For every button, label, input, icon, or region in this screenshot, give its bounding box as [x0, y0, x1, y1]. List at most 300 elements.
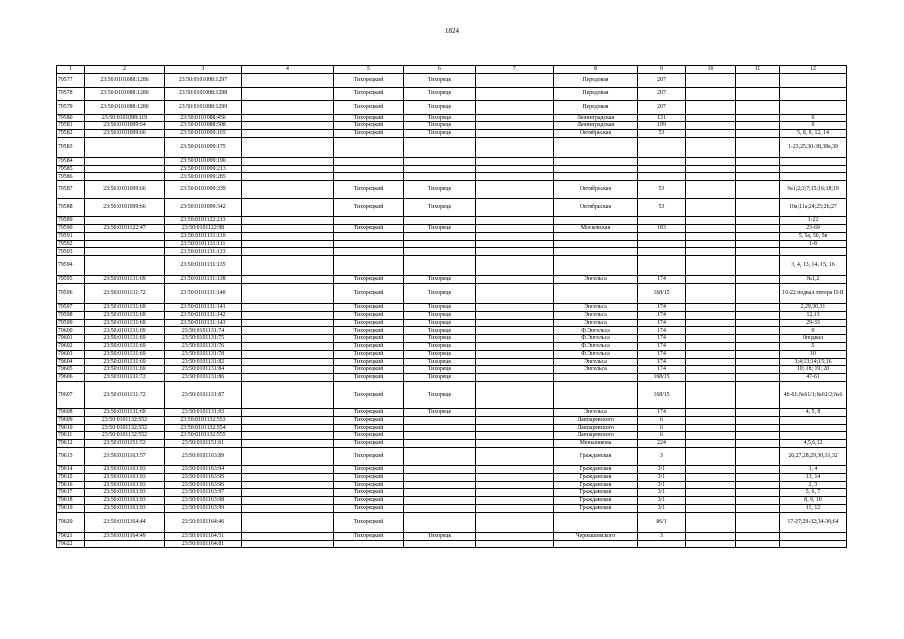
- cadastral-number-cell: 23:50:0101163:89: [165, 448, 242, 466]
- street-cell: Энгельса: [554, 366, 638, 374]
- city-cell: [404, 256, 476, 276]
- cadastral-number-cell: 23:50:0101099:165: [165, 130, 242, 138]
- house-number-cell: 199: [638, 122, 686, 130]
- premises-cell: 0подвал: [780, 335, 847, 343]
- street-cell: Гражданская: [554, 489, 638, 497]
- row-number-cell: 79592: [57, 240, 85, 248]
- col-7-cell: [476, 137, 554, 157]
- street-cell: Энгельса: [554, 276, 638, 284]
- row-number-cell: 79611: [57, 432, 85, 440]
- row-number-cell: 79619: [57, 505, 85, 513]
- district-cell: [334, 217, 404, 225]
- district-cell: Тихорецкий: [334, 424, 404, 432]
- parent-cadastral-number-cell: 23:50:0101131:69: [85, 335, 165, 343]
- district-cell: Тихорецкий: [334, 181, 404, 199]
- city-cell: Тихорецк: [404, 374, 476, 382]
- district-cell: Тихорецкий: [334, 358, 404, 366]
- parent-cadastral-number-cell: 23:50:0101131:69: [85, 304, 165, 312]
- district-cell: [334, 157, 404, 165]
- table-row: [57, 137, 847, 157]
- col-7-cell: [476, 240, 554, 248]
- col-10-cell: [686, 276, 736, 284]
- district-cell: Тихорецкий: [334, 440, 404, 448]
- col-7-cell: [476, 232, 554, 240]
- row-number-cell: 79602: [57, 343, 85, 351]
- col-7-cell: [476, 181, 554, 199]
- col-4-cell: [242, 481, 334, 489]
- header-cell: 7: [476, 66, 554, 74]
- table-row: [57, 366, 847, 374]
- row-number-cell: 79581: [57, 122, 85, 130]
- street-cell: [554, 165, 638, 173]
- city-cell: Тихорецк: [404, 181, 476, 199]
- col-4-cell: [242, 497, 334, 505]
- city-cell: [404, 137, 476, 157]
- col-10-cell: [686, 466, 736, 474]
- row-number-cell: 79621: [57, 532, 85, 540]
- cadastral-number-cell: 23:50:0101088:1299: [165, 101, 242, 115]
- row-number-cell: 79593: [57, 248, 85, 256]
- col-4-cell: [242, 217, 334, 225]
- district-cell: Тихорецкий: [334, 335, 404, 343]
- col-4-cell: [242, 130, 334, 138]
- city-cell: [404, 473, 476, 481]
- row-number-cell: 79612: [57, 440, 85, 448]
- city-cell: Тихорецк: [404, 74, 476, 88]
- city-cell: [404, 440, 476, 448]
- house-number-cell: [638, 217, 686, 225]
- header-cell: 10: [686, 66, 736, 74]
- table-row: [57, 217, 847, 225]
- col-4-cell: [242, 319, 334, 327]
- cadastral-number-cell: 23:50:0101163:95: [165, 473, 242, 481]
- col-10-cell: [686, 311, 736, 319]
- street-cell: Октябрьская: [554, 181, 638, 199]
- premises-cell: 0: [780, 122, 847, 130]
- row-number-cell: 79606: [57, 374, 85, 382]
- row-number-cell: 79596: [57, 284, 85, 304]
- premises-cell: [780, 248, 847, 256]
- col-7-cell: [476, 382, 554, 409]
- col-10-cell: [686, 256, 736, 276]
- parent-cadastral-number-cell: [85, 232, 165, 240]
- table-row: [57, 256, 847, 276]
- col-7-cell: [476, 327, 554, 335]
- parent-cadastral-number-cell: [85, 137, 165, 157]
- cadastral-number-cell: 23:50:0101131:87: [165, 382, 242, 409]
- parent-cadastral-number-cell: 23:50:0101131:69: [85, 311, 165, 319]
- col-4-cell: [242, 225, 334, 233]
- row-number-cell: 79582: [57, 130, 85, 138]
- parent-cadastral-number-cell: 23:50:0101099:66: [85, 130, 165, 138]
- col-4-cell: [242, 173, 334, 181]
- house-number-cell: 174: [638, 409, 686, 417]
- col-7-cell: [476, 343, 554, 351]
- table-row: [57, 343, 847, 351]
- premises-cell: 2,29,30,31: [780, 304, 847, 312]
- table-row: [57, 424, 847, 432]
- row-number-cell: 79604: [57, 358, 85, 366]
- premises-cell: 0: [780, 327, 847, 335]
- premises-cell: 23-69: [780, 225, 847, 233]
- parent-cadastral-number-cell: 23:50:0101131:69: [85, 358, 165, 366]
- district-cell: Тихорецкий: [334, 366, 404, 374]
- col-4-cell: [242, 74, 334, 88]
- col-7-cell: [476, 165, 554, 173]
- cadastral-number-cell: 23:50:0101099:285: [165, 173, 242, 181]
- col-4-cell: [242, 232, 334, 240]
- col-10-cell: [686, 448, 736, 466]
- header-cell: 9: [638, 66, 686, 74]
- col-4-cell: [242, 335, 334, 343]
- cadastral-number-cell: 23:50:0101131:135: [165, 256, 242, 276]
- col-10-cell: [686, 137, 736, 157]
- cadastral-number-cell: 23:50:0101164:51: [165, 532, 242, 540]
- cadastral-number-cell: 23:50:0101099:175: [165, 137, 242, 157]
- street-cell: Энгельса: [554, 311, 638, 319]
- city-cell: [404, 424, 476, 432]
- street-cell: Меньшикова: [554, 440, 638, 448]
- parent-cadastral-number-cell: 23:50:0101151:53: [85, 440, 165, 448]
- col-10-cell: [686, 512, 736, 532]
- street-cell: Лаппаревского: [554, 416, 638, 424]
- house-number-cell: 183: [638, 225, 686, 233]
- page-number: 1824: [445, 27, 459, 35]
- table-row: [57, 199, 847, 217]
- street-cell: Московская: [554, 225, 638, 233]
- col-4-cell: [242, 424, 334, 432]
- col-10-cell: [686, 505, 736, 513]
- col-11-cell: [736, 424, 780, 432]
- premises-cell: [780, 424, 847, 432]
- col-10-cell: [686, 343, 736, 351]
- house-number-cell: 207: [638, 74, 686, 88]
- col-4-cell: [242, 165, 334, 173]
- col-7-cell: [476, 101, 554, 115]
- col-11-cell: [736, 327, 780, 335]
- header-cell: 12: [780, 66, 847, 74]
- col-4-cell: [242, 181, 334, 199]
- col-11-cell: [736, 157, 780, 165]
- col-10-cell: [686, 74, 736, 88]
- row-number-cell: 79580: [57, 114, 85, 122]
- table-row: [57, 130, 847, 138]
- cadastral-number-cell: 23:50:0101122:213: [165, 217, 242, 225]
- col-4-cell: [242, 284, 334, 304]
- cadastral-number-cell: 23:50:0101099:339: [165, 181, 242, 199]
- row-number-cell: 79597: [57, 304, 85, 312]
- district-cell: Тихорецкий: [334, 409, 404, 417]
- col-4-cell: [242, 327, 334, 335]
- col-4-cell: [242, 157, 334, 165]
- district-cell: Тихорецкий: [334, 505, 404, 513]
- row-number-cell: 79585: [57, 165, 85, 173]
- cadastral-number-cell: 23:50:0101131:133: [165, 248, 242, 256]
- col-11-cell: [736, 448, 780, 466]
- row-number-cell: 79609: [57, 416, 85, 424]
- col-11-cell: [736, 466, 780, 474]
- premises-cell: 47-61: [780, 374, 847, 382]
- col-4-cell: [242, 512, 334, 532]
- table-row: [57, 505, 847, 513]
- city-cell: [404, 448, 476, 466]
- parent-cadastral-number-cell: 23:50:0101163:93: [85, 489, 165, 497]
- col-11-cell: [736, 181, 780, 199]
- street-cell: Передовая: [554, 74, 638, 88]
- header-cell: 2: [85, 66, 165, 74]
- col-10-cell: [686, 489, 736, 497]
- cadastral-number-cell: 23:50:0101131:142: [165, 311, 242, 319]
- col-7-cell: [476, 532, 554, 540]
- table-row: [57, 473, 847, 481]
- cadastral-number-cell: 23:50:0101099:342: [165, 199, 242, 217]
- parent-cadastral-number-cell: 23:50:0101088:1286: [85, 87, 165, 101]
- premises-cell: [780, 74, 847, 88]
- col-4-cell: [242, 114, 334, 122]
- district-cell: Тихорецкий: [334, 101, 404, 115]
- parent-cadastral-number-cell: 23:50:0101131:72: [85, 374, 165, 382]
- district-cell: [334, 173, 404, 181]
- street-cell: [554, 232, 638, 240]
- table-row: [57, 284, 847, 304]
- district-cell: [334, 137, 404, 157]
- house-number-cell: [638, 256, 686, 276]
- city-cell: [404, 416, 476, 424]
- parent-cadastral-number-cell: 23:50:0101164:44: [85, 512, 165, 532]
- col-11-cell: [736, 225, 780, 233]
- city-cell: Тихорецк: [404, 532, 476, 540]
- row-number-cell: 79622: [57, 540, 85, 548]
- cadastral-number-cell: 23:50:0101151:61: [165, 440, 242, 448]
- district-cell: [334, 540, 404, 548]
- col-7-cell: [476, 416, 554, 424]
- cadastral-number-cell: 23:50:0101131:143: [165, 319, 242, 327]
- col-11-cell: [736, 409, 780, 417]
- col-11-cell: [736, 199, 780, 217]
- cadastral-number-cell: 23:50:0101088:508: [165, 122, 242, 130]
- col-10-cell: [686, 335, 736, 343]
- district-cell: [334, 240, 404, 248]
- district-cell: Тихорецкий: [334, 473, 404, 481]
- col-7-cell: [476, 409, 554, 417]
- city-cell: Тихорецк: [404, 199, 476, 217]
- parent-cadastral-number-cell: [85, 157, 165, 165]
- header-cell: 3: [165, 66, 242, 74]
- col-10-cell: [686, 130, 736, 138]
- district-cell: Тихорецкий: [334, 466, 404, 474]
- premises-cell: [780, 432, 847, 440]
- street-cell: [554, 240, 638, 248]
- district-cell: Тихорецкий: [334, 327, 404, 335]
- col-7-cell: [476, 74, 554, 88]
- district-cell: Тихорецкий: [334, 122, 404, 130]
- col-4-cell: [242, 505, 334, 513]
- row-number-cell: 79590: [57, 225, 85, 233]
- cadastral-number-cell: 23:50:0101131:93: [165, 409, 242, 417]
- row-number-cell: 79608: [57, 409, 85, 417]
- street-cell: [554, 256, 638, 276]
- col-7-cell: [476, 497, 554, 505]
- house-number-cell: 6: [638, 416, 686, 424]
- cadastral-number-cell: 23:50:0101131:140: [165, 284, 242, 304]
- col-4-cell: [242, 304, 334, 312]
- header-cell: 5: [334, 66, 404, 74]
- house-number-cell: 3/1: [638, 473, 686, 481]
- table-row: [57, 532, 847, 540]
- district-cell: Тихорецкий: [334, 225, 404, 233]
- col-10-cell: [686, 424, 736, 432]
- district-cell: Тихорецкий: [334, 87, 404, 101]
- house-number-cell: 3/1: [638, 497, 686, 505]
- table-row: [57, 157, 847, 165]
- premises-cell: 1, 4: [780, 466, 847, 474]
- header-cell: 1: [57, 66, 85, 74]
- district-cell: Тихорецкий: [334, 311, 404, 319]
- cadastral-number-cell: 23:50:0101099:190: [165, 157, 242, 165]
- col-10-cell: [686, 366, 736, 374]
- premises-cell: №1;2;3;7;15;16;18;19: [780, 181, 847, 199]
- street-cell: Октябрьская: [554, 130, 638, 138]
- street-cell: Ф.Энгельса: [554, 343, 638, 351]
- city-cell: [404, 505, 476, 513]
- premises-cell: [780, 87, 847, 101]
- cadastral-number-cell: 23:50:0101132:554: [165, 424, 242, 432]
- city-cell: Тихорецк: [404, 304, 476, 312]
- col-11-cell: [736, 497, 780, 505]
- house-number-cell: 224: [638, 440, 686, 448]
- col-11-cell: [736, 540, 780, 548]
- col-10-cell: [686, 284, 736, 304]
- street-cell: [554, 374, 638, 382]
- col-10-cell: [686, 217, 736, 225]
- cadastral-number-cell: 23:50:0101163:94: [165, 466, 242, 474]
- header-cell: 11: [736, 66, 780, 74]
- city-cell: Тихорецк: [404, 343, 476, 351]
- premises-cell: 46-61;№61/1;№61/2;№6: [780, 382, 847, 409]
- table-row: [57, 181, 847, 199]
- col-7-cell: [476, 130, 554, 138]
- table-row: [57, 74, 847, 88]
- col-4-cell: [242, 540, 334, 548]
- col-10-cell: [686, 319, 736, 327]
- premises-cell: 11, 12: [780, 505, 847, 513]
- col-7-cell: [476, 122, 554, 130]
- house-number-cell: [638, 137, 686, 157]
- col-4-cell: [242, 409, 334, 417]
- col-11-cell: [736, 505, 780, 513]
- house-number-cell: 3: [638, 532, 686, 540]
- premises-cell: 0: [780, 114, 847, 122]
- street-cell: [554, 217, 638, 225]
- district-cell: Тихорецкий: [334, 489, 404, 497]
- district-cell: [334, 256, 404, 276]
- table-row: [57, 327, 847, 335]
- table-row: [57, 466, 847, 474]
- district-cell: Тихорецкий: [334, 432, 404, 440]
- col-7-cell: [476, 540, 554, 548]
- row-number-cell: 79613: [57, 448, 85, 466]
- col-10-cell: [686, 350, 736, 358]
- col-11-cell: [736, 304, 780, 312]
- row-number-cell: 79578: [57, 87, 85, 101]
- table-row: [57, 358, 847, 366]
- city-cell: [404, 217, 476, 225]
- cadastral-number-cell: 23:50:0101163:98: [165, 497, 242, 505]
- parent-cadastral-number-cell: 23:50:0101131:69: [85, 276, 165, 284]
- city-cell: Тихорецк: [404, 366, 476, 374]
- premises-cell: 5, 8, 9, 12, 14: [780, 130, 847, 138]
- col-4-cell: [242, 276, 334, 284]
- col-10-cell: [686, 240, 736, 248]
- col-4-cell: [242, 448, 334, 466]
- district-cell: Тихорецкий: [334, 276, 404, 284]
- cadastral-number-cell: 23:50:0101088:450: [165, 114, 242, 122]
- table-row: [57, 416, 847, 424]
- premises-cell: 17-27;29-32;34-36;64: [780, 512, 847, 532]
- row-number-cell: 79603: [57, 350, 85, 358]
- parent-cadastral-number-cell: 23:50:0101131:69: [85, 409, 165, 417]
- premises-cell: 8, 9, 10: [780, 497, 847, 505]
- table-row: [57, 276, 847, 284]
- col-10-cell: [686, 358, 736, 366]
- col-11-cell: [736, 101, 780, 115]
- col-11-cell: [736, 350, 780, 358]
- house-number-cell: 174: [638, 327, 686, 335]
- parent-cadastral-number-cell: 23:50:0101163:93: [85, 505, 165, 513]
- parent-cadastral-number-cell: 23:50:0101131:69: [85, 343, 165, 351]
- district-cell: Тихорецкий: [334, 343, 404, 351]
- district-cell: Тихорецкий: [334, 497, 404, 505]
- col-11-cell: [736, 232, 780, 240]
- col-7-cell: [476, 199, 554, 217]
- premises-cell: 26,27,28,29,30,31,32: [780, 448, 847, 466]
- house-number-cell: 3/1: [638, 481, 686, 489]
- house-number-cell: [638, 173, 686, 181]
- table-row: [57, 448, 847, 466]
- col-10-cell: [686, 540, 736, 548]
- parent-cadastral-number-cell: 23:50:0101131:69: [85, 319, 165, 327]
- cadastral-number-cell: 23:50:0101131:111: [165, 240, 242, 248]
- col-11-cell: [736, 130, 780, 138]
- col-4-cell: [242, 311, 334, 319]
- col-7-cell: [476, 335, 554, 343]
- col-4-cell: [242, 87, 334, 101]
- premises-cell: 10; 18; 19; 20: [780, 366, 847, 374]
- col-11-cell: [736, 173, 780, 181]
- col-11-cell: [736, 165, 780, 173]
- city-cell: [404, 248, 476, 256]
- house-number-cell: 174: [638, 343, 686, 351]
- table-row: [57, 248, 847, 256]
- col-10-cell: [686, 87, 736, 101]
- house-number-cell: 53: [638, 199, 686, 217]
- table-row: [57, 225, 847, 233]
- cadastral-number-cell: 23:50:0101164:46: [165, 512, 242, 532]
- col-10-cell: [686, 199, 736, 217]
- col-7-cell: [476, 319, 554, 327]
- cadastral-number-cell: 23:50:0101131:110: [165, 232, 242, 240]
- table-row: [57, 173, 847, 181]
- street-cell: [554, 382, 638, 409]
- district-cell: Тихорецкий: [334, 512, 404, 532]
- col-4-cell: [242, 199, 334, 217]
- col-10-cell: [686, 304, 736, 312]
- city-cell: [404, 240, 476, 248]
- col-7-cell: [476, 114, 554, 122]
- parent-cadastral-number-cell: 23:50:0101099:66: [85, 181, 165, 199]
- col-7-cell: [476, 311, 554, 319]
- city-cell: Тихорецк: [404, 276, 476, 284]
